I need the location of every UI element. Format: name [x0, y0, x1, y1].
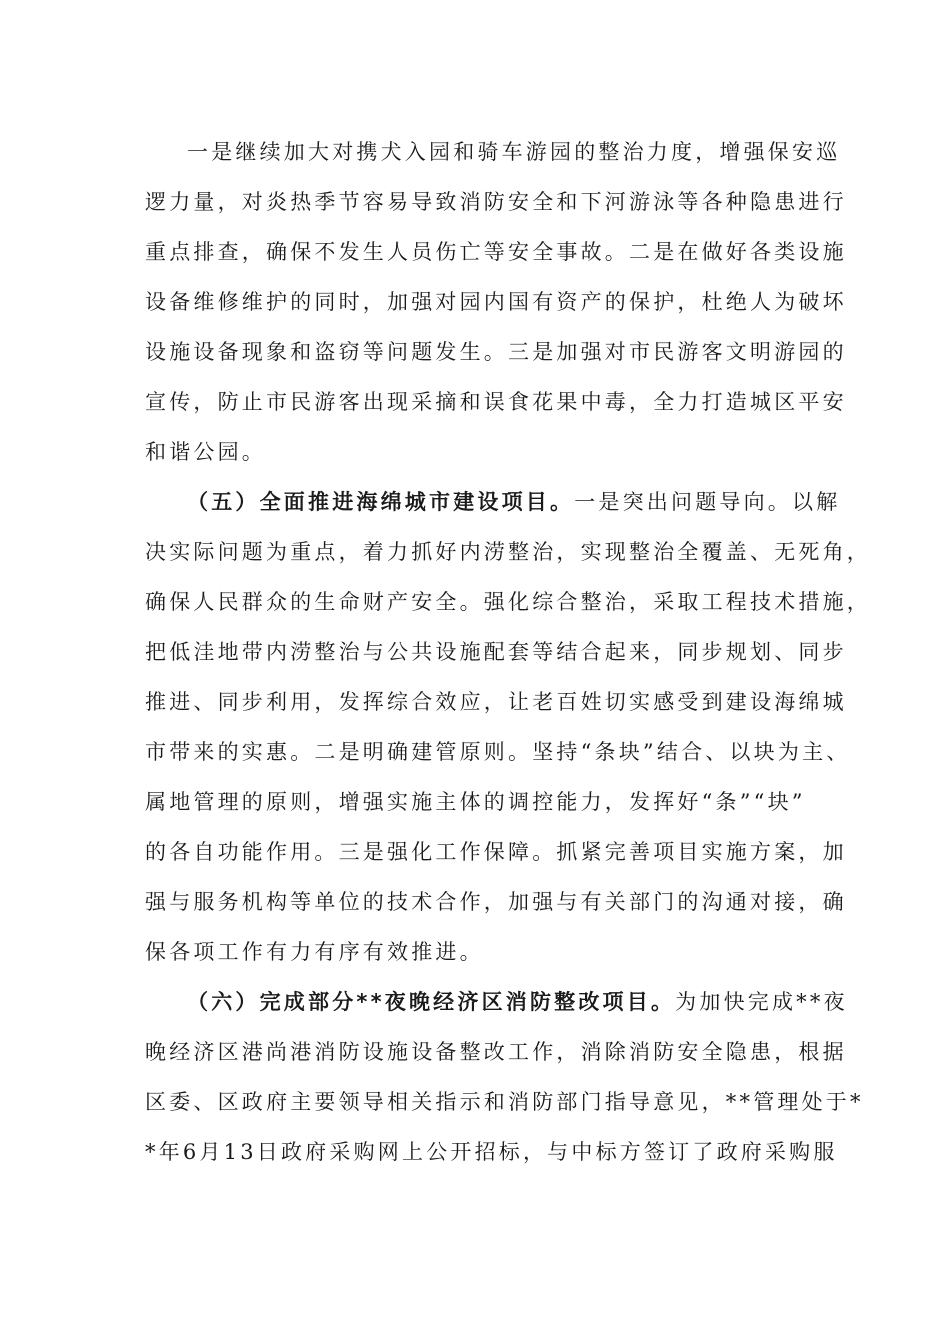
paragraph-line: 强与服务机构等单位的技术合作，加强与有关部门的沟通对接，确 — [145, 890, 847, 914]
section-heading-line — [187, 987, 848, 1017]
paragraph-line: 的各自功能作用。三是强化工作保障。抓紧完善项目实施方案，加 — [145, 840, 847, 864]
paragraph-line: *年6月13日政府采购网上公开招标，与中标方签订了政府采购服 — [145, 1140, 838, 1164]
paragraph-line: 设施设备现象和盗窃等问题发生。三是加强对市民游客文明游园的 — [145, 340, 847, 364]
paragraph-line: 决实际问题为重点，着力抓好内涝整治，实现整治全覆盖、无死角， — [145, 540, 871, 564]
section-heading: （五）全面推进海绵城市建设项目。 — [187, 490, 575, 514]
paragraph-line: 和谐公园。 — [145, 440, 266, 464]
paragraph-line: 保各项工作有力有序有效推进。 — [145, 940, 484, 964]
paragraph-line: 重点排查，确保不发生人员伤亡等安全事故。二是在做好各类设施 — [145, 240, 847, 264]
section-first-line-text: 一是突出问题导向。以解 — [574, 490, 841, 514]
paragraph-line: 推进、同步利用，发挥综合效应，让老百姓切实感受到建设海绵城 — [145, 690, 847, 714]
section-heading-line — [187, 487, 841, 517]
section-first-line-text: 为加快完成**夜 — [675, 990, 848, 1014]
section-heading: （六）完成部分**夜晚经济区消防整改项目。 — [187, 990, 676, 1014]
paragraph-line: 区委、区政府主要领导相关指示和消防部门指导意见，**管理处于* — [145, 1090, 864, 1114]
paragraph-line: 宣传，防止市民游客出现采摘和误食花果中毒，全力打造城区平安 — [145, 390, 847, 414]
paragraph-line: 设备维修维护的同时，加强对园内国有资产的保护，杜绝人为破坏 — [145, 290, 847, 314]
paragraph-line: 确保人民群众的生命财产安全。强化综合整治，采取工程技术措施， — [145, 590, 871, 614]
paragraph-line: 一是继续加大对携犬入园和骑车游园的整治力度，增强保安巡 — [187, 140, 841, 164]
paragraph-line: 把低洼地带内涝整治与公共设施配套等结合起来，同步规划、同步 — [145, 640, 847, 664]
paragraph-line: 属地管理的原则，增强实施主体的调控能力，发挥好“条”“块” — [145, 790, 806, 814]
paragraph-line: 市带来的实惠。二是明确建管原则。坚持“条块”结合、以块为主、 — [145, 740, 851, 764]
paragraph-line: 晚经济区港尚港消防设施设备整改工作，消除消防安全隐患，根据 — [145, 1040, 847, 1064]
paragraph-line: 逻力量，对炎热季节容易导致消防安全和下河游泳等各种隐患进行 — [145, 190, 847, 214]
